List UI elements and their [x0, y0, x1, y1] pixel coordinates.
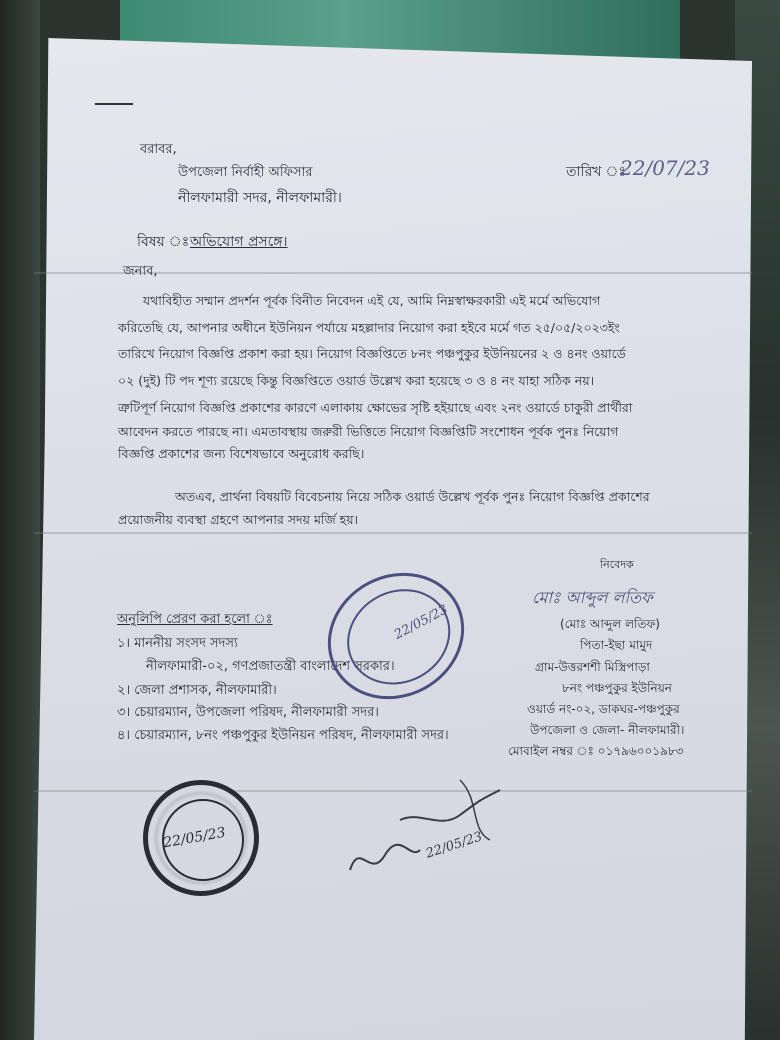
body-line: যথাবিহীত সম্মান প্রদর্শন পূর্বক বিনীত নিবেদন এই যে, আমি নিম্নস্বাক্ষরকারী এই মর্মে অভিযোগ	[143, 293, 601, 308]
copy-item: ১। মাননীয় সংসদ সদস্য	[117, 636, 238, 651]
copy-heading: অনুলিপি প্রেরণ করা হলো ঃ	[117, 612, 273, 627]
sender-line: পিতা-ইছা মামুদ	[580, 638, 653, 652]
office-seal-date: 22/05/23	[162, 824, 227, 852]
body-line: ০২ (দুই) টি পদ শূণ্য রয়েছে কিন্তু বিজ্ঞপ্তিতে ওয়ার্ড উল্লেখ করা হয়েছে ৩ ও ৪ নং যাহা সঠিক নয়।	[118, 373, 595, 388]
salutation-to: বরাবর,	[140, 142, 177, 157]
body-line: বিজ্ঞপ্তি প্রকাশের জন্য বিশেষভাবে অনুরোধ করছি।	[118, 446, 365, 461]
closing-line: অতএব, প্রার্থনা বিষয়টি বিবেচনায় নিয়ে সঠিক ওয়ার্ড উল্লেখ পূর্বক পুনঃ নিয়োগ বিজ্ঞপ্তি প্রকাশের	[175, 489, 650, 504]
bottom-signature	[340, 760, 540, 890]
copy-item: ৩। চেয়ারম্যান, উপজেলা পরিষদ, নীলফামারী সদর।	[117, 705, 379, 720]
closing-line: প্রয়োজনীয় ব্যবস্থা গ্রহণে আপনার সদয় মর্জি হয়।	[118, 512, 359, 527]
body-line: ত্রুটিপূর্ণ নিয়োগ বিজ্ঞপ্তি প্রকাশের কারণে এলাকায় ক্ষোভের সৃষ্টি হইয়াছে এবং ২নং ওয়ার্ডে চাকুরী প্রার্থীরা	[118, 400, 633, 415]
copy-item: ৪। চেয়ারম্যান, ৮নং পঞ্চপুকুর ইউনিয়ন পরিষদ, নীলফামারী সদর।	[117, 728, 449, 743]
date-value: 22/07/23	[620, 156, 710, 180]
recipient-title: উপজেলা নির্বাহী অফিসার	[178, 165, 313, 180]
recipient-address: নীলফামারী সদর, নীলফামারী।	[178, 190, 342, 206]
sender-line: মোবাইল নম্বর ঃ ০১৭৯৬০০১৯৮৩	[508, 744, 684, 758]
margin-mark	[95, 103, 133, 105]
background-left	[0, 0, 40, 1040]
sender-line: ৮নং পঞ্চপুকুর ইউনিয়ন	[562, 681, 672, 695]
sender-line: (মোঃ আব্দুল লতিফ)	[560, 617, 660, 631]
paper-fold	[34, 532, 752, 534]
greeting: জনাব,	[123, 264, 158, 279]
sender-signature: মোঃ আব্দুল লতিফ	[532, 588, 653, 607]
seal-handwritten-date: 22/05/23	[391, 602, 451, 643]
sender-line: ওয়ার্ড নং-০২, ডাকঘর-পঞ্চপুকুর	[527, 702, 680, 716]
body-line: করিতেছি যে, আপনার অধীনে ইউনিয়ন পর্যায়ে মহল্লাদার নিয়োগ করা হইবে মর্মে গত ২৫/০৫/২০২৩ইং	[118, 320, 620, 335]
copy-item: নীলফামারী-০২, গণপ্রজাতন্ত্রী বাংলাদেশ সরকার।	[146, 659, 395, 674]
sender-line: উপজেলা ও জেলা- নীলফামারী।	[530, 723, 685, 737]
sender-heading: নিবেদক	[600, 558, 634, 571]
body-line: আবেদন করতে পারছে না। এমতাবস্থায় জরুরী ভিত্তিতে নিয়োগ বিজ্ঞপ্তিটি সংশোধন পূর্বক পুনঃ নিয়োগ	[118, 424, 619, 439]
date-label: তারিখ ঃ	[566, 164, 626, 180]
subject-text: অভিযোগ প্রসঙ্গে।	[190, 234, 288, 250]
bottom-handwritten-date: 22/05/23	[424, 829, 485, 862]
sender-line: গ্রাম-উত্তরশশী মিস্ত্রিপাড়া	[535, 660, 650, 674]
copy-item: ২। জেলা প্রশাসক, নীলফামারী।	[117, 683, 277, 698]
subject-label: বিষয় ঃ	[137, 234, 190, 250]
body-line: তারিখে নিয়োগ বিজ্ঞপ্তি প্রকাশ করা হয়। নিয়োগ বিজ্ঞপ্তিতে ৮নং পঞ্চপুকুর ইউনিয়নের ২ ও ৪নং ওয়ার্ডে	[118, 346, 626, 361]
